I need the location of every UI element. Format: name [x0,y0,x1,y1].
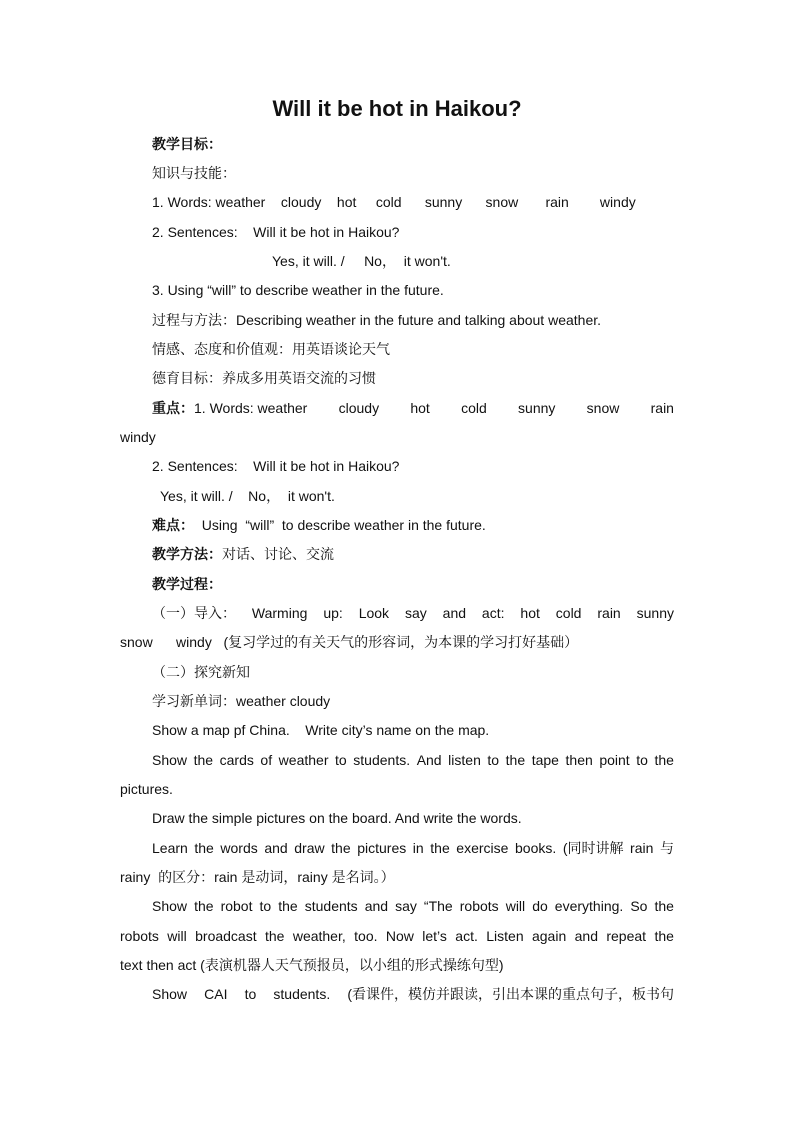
p2-word: Show [152,752,188,768]
paragraph-robot-line2 [120,926,674,946]
knowledge-heading: 知识与技能： [152,165,236,181]
p4-word: in [412,840,424,856]
step1-word: cold [555,605,582,621]
key-word: sunny [518,400,556,416]
step2-heading: （二）探究新知 [152,664,250,680]
p2-word: then [565,752,593,768]
paragraph-cards [152,750,674,770]
difficult-label: 难点： [152,517,194,533]
p2-word: cards [219,752,254,768]
p5-word: will [505,898,526,914]
p4-word: books. [515,840,557,856]
p4-word: exercise [456,840,509,856]
step1-word: Look [358,605,390,621]
p5-word: the [654,898,674,914]
p5-word: repeat [606,928,647,944]
p5-word: say [395,898,417,914]
step1-word: hot [520,605,540,621]
p5-word: Now [385,928,414,944]
p2-word: students. [353,752,411,768]
step1-word: and [442,605,467,621]
step1-word: sunny [636,605,674,621]
p5-word: students [304,898,358,914]
p2-word: And [416,752,442,768]
step1-wrap: snow windy (复习学过的有关天气的形容词，为本课的学习打好基础） [120,634,579,650]
p2-word: listen [448,752,481,768]
p4-word: pictures [357,840,407,856]
p5-word: robots [459,898,499,914]
key-answer: Yes, it will. / No， it won't. [160,488,335,504]
p5-word: and [574,928,598,944]
key-word: snow [586,400,620,416]
p5-word: the [194,898,214,914]
p4-word: the [194,840,214,856]
document-title: Will it be hot in Haikou? [272,96,522,121]
p2-word: tape [531,752,559,768]
objectives-using: 3. Using “will” to describe weather in the future. [152,282,444,298]
p5-word: Show [152,898,188,914]
step1-word: （一）导入： [152,605,236,621]
p2-word: to [636,752,648,768]
p4-word: the [331,840,351,856]
p4-word: rain [630,840,654,856]
p6-word: CAI [204,986,228,1002]
p5-word: let’s [422,928,447,944]
new-words-line: 学习新单词：weather cloudy [152,693,331,709]
p2-word: the [654,752,674,768]
emotion-line: 情感、态度和价值观：用英语谈论天气 [152,341,390,357]
p2-word: weather [278,752,329,768]
p4-word: 与 [659,840,674,856]
p2-word: to [487,752,500,768]
p5-word: do [532,898,548,914]
paragraph-learn [152,838,674,858]
p4-word: the [430,840,450,856]
difficult-line [152,515,486,535]
key-word: rain [650,400,674,416]
p5-word: the [654,928,674,944]
key-points-line [152,398,674,418]
p5-word: robot [220,898,253,914]
paragraph-robot [152,896,674,916]
objectives-sentences: 2. Sentences: Will it be hot in Haikou? [152,224,400,240]
process-method-line: 过程与方法：Describing weather in the future and talking about weather. [152,312,602,328]
p5-word: the [264,928,285,944]
p2-word: the [505,752,526,768]
p5-word: weather, [292,928,346,944]
paragraph-robot-wrap: text then act (表演机器人天气预报员，以小组的形式操练句型) [120,957,504,973]
p2-word: point [599,752,630,768]
p4-word: (同时讲解 [562,840,624,856]
step1-word: say [404,605,427,621]
p5-word: robots [120,928,159,944]
key-word: cloudy [338,400,380,416]
paragraph-cards-wrap: pictures. [120,781,173,797]
p2-word: the [193,752,214,768]
p5-word: to [259,898,272,914]
p5-word: and [364,898,389,914]
step1-word: act: [481,605,505,621]
p5-word: everything. [554,898,624,914]
key-sentences: 2. Sentences: Will it be hot in Haikou? [152,458,400,474]
p6-word: Show [152,986,188,1002]
p6-word: students. [273,986,331,1002]
step1-word: rain [597,605,621,621]
paragraph-draw: Draw the simple pictures on the board. And write the words. [152,810,522,826]
key-points-label: 重点： [152,400,194,416]
objectives-words: 1. Words: weather cloudy hot cold sunny snow rain windy [152,194,636,210]
p4-word: and [264,840,288,856]
objectives-heading: 教学目标： [152,136,222,152]
method-line [152,544,334,564]
p5-word: Listen [486,928,524,944]
paragraph-cai [152,984,674,1004]
step1-word: up: [323,605,343,621]
p4-word: draw [294,840,325,856]
p6-word: to [244,986,257,1002]
p5-word: broadcast [195,928,257,944]
key-points-wrap: windy [120,429,156,445]
moral-line: 德育目标：养成多用英语交流的习惯 [152,370,376,386]
p5-word: act. [455,928,478,944]
key-word: 1. Words: weather [194,400,308,416]
p2-word: to [335,752,347,768]
p5-word: will [167,928,187,944]
p6-word: (看课件，模仿并跟读，引出本课的重点句子，板书句 [347,986,674,1002]
step1-line [152,603,674,623]
step1-word: Warming [251,605,308,621]
p4-word: words [220,840,258,856]
key-word: hot [410,400,430,416]
p5-word: “The [423,898,453,914]
difficult-text: Using “will” to describe weather in the future. [194,517,486,533]
process-heading: 教学过程： [152,576,222,592]
objectives-answer: Yes, it will. / No， it won't. [272,253,451,269]
p5-word: the [278,898,298,914]
method-label: 教学方法： [152,546,222,562]
p2-word: of [260,752,273,768]
p5-word: So [630,898,648,914]
paragraph-learn-wrap: rainy 的区分：rain 是动词，rainy 是名词。） [120,869,395,885]
method-text: 对话、讨论、交流 [222,546,334,562]
p5-word: again [531,928,567,944]
key-word: cold [461,400,487,416]
p5-word: too. [354,928,378,944]
p4-word: Learn [152,840,188,856]
paragraph-map: Show a map pf China. Write city’s name on the map. [152,722,490,738]
